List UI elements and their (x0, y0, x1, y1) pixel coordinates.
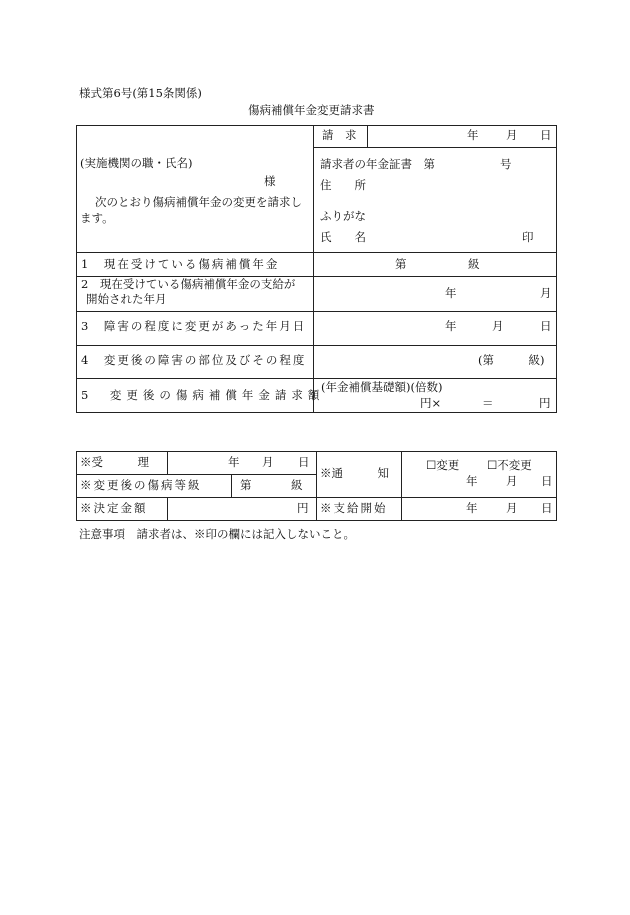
item-5-yen: 円 (539, 396, 551, 410)
received-year: 年 (228, 455, 240, 469)
request-body-line2: ます。 (80, 211, 114, 225)
item-5-line1: (年金補償基礎額)(倍数) (321, 380, 443, 394)
grade-prefix: 第 (240, 478, 252, 492)
received-label: ※受 理 (80, 455, 149, 469)
honorific: 様 (264, 174, 276, 188)
notice-year: 年 (466, 474, 478, 488)
request-month: 月 (506, 128, 518, 142)
change-option: ☐変更 (426, 458, 460, 472)
item-2-label-line2: 開始された年月 (86, 292, 167, 306)
furigana-label: ふりがな (320, 209, 366, 223)
decision-amount-yen: 円 (297, 501, 309, 515)
item-2-year: 年 (445, 286, 457, 300)
request-year: 年 (467, 128, 479, 142)
request-label: 請 求 (322, 128, 357, 142)
institution-label: (実施機関の職・氏名) (80, 156, 193, 170)
item-2-label-line1: 2 現在受けている傷病補償年金の支給が (81, 277, 296, 291)
item-4-label: 4 変更後の障害の部位及びその程度 (81, 353, 307, 367)
item-3-year: 年 (445, 319, 457, 333)
received-day: 日 (298, 455, 310, 469)
item-1-suffix: 級 (468, 257, 480, 271)
item-2-month: 月 (540, 286, 552, 300)
note: 注意事項 請求者は、※印の欄には記入しないこと。 (79, 527, 355, 541)
request-body-line1: 次のとおり傷病補償年金の変更を請求し (95, 195, 302, 209)
notice-label: ※通 知 (320, 466, 389, 480)
notice-day: 日 (541, 474, 553, 488)
item-3-month: 月 (492, 319, 504, 333)
item-1-label: 1 現在受けている傷病補償年金 (81, 257, 280, 271)
item-3-day: 日 (540, 319, 552, 333)
notice-month: 月 (506, 474, 518, 488)
decision-amount-label: ※決定金額 (80, 501, 148, 515)
address-label: 住 所 (320, 178, 366, 192)
form-number: 様式第6号(第15条関係) (79, 86, 202, 100)
item-5-yen-x: 円× (420, 396, 442, 410)
item-4-value: (第 級) (478, 353, 545, 367)
grade-suffix: 級 (291, 478, 303, 492)
changed-grade-label: ※変更後の傷病等級 (80, 478, 202, 492)
payment-month: 月 (506, 501, 518, 515)
name-label: 氏 名 (320, 230, 366, 244)
request-day: 日 (540, 128, 552, 142)
form-title: 傷病補償年金変更請求書 (248, 103, 375, 117)
item-5-equals: ＝ (482, 396, 494, 410)
pension-cert-suffix: 号 (500, 157, 512, 171)
pension-cert-label: 請求者の年金証書 第 (320, 157, 435, 171)
payment-year: 年 (466, 501, 478, 515)
no-change-option: ☐不変更 (487, 458, 532, 472)
item-3-label: 3 障害の程度に変更があった年月日 (81, 319, 307, 333)
payment-day: 日 (541, 501, 553, 515)
seal-label: 印 (522, 230, 534, 244)
payment-start-label: ※支給開始 (320, 501, 388, 515)
main-table-divider (313, 125, 314, 413)
item-1-prefix: 第 (395, 257, 407, 271)
received-month: 月 (262, 455, 274, 469)
item-5-label: 5 変更後の傷病補償年金請求額 (81, 388, 325, 402)
